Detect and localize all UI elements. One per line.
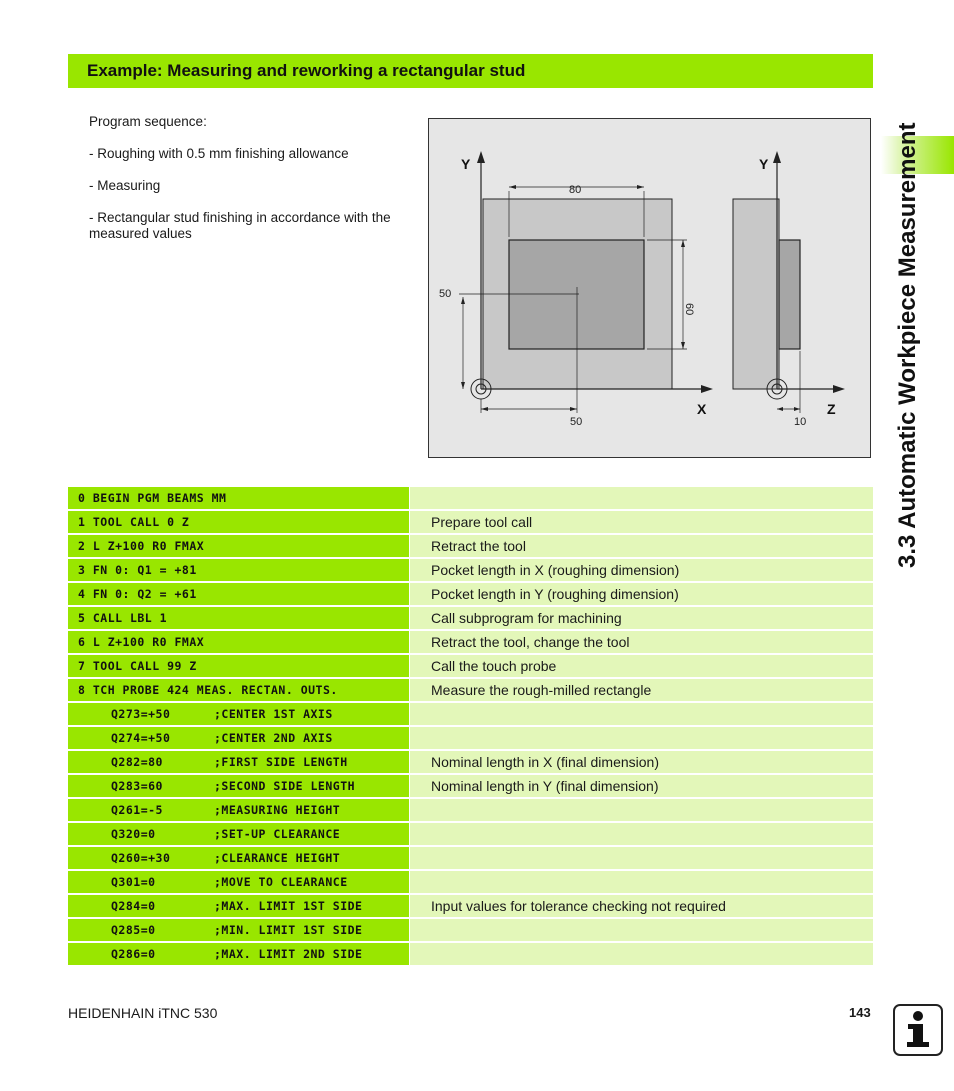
- nc-description-cell: [410, 943, 873, 965]
- nc-description: Pocket length in Y (roughing dimension): [431, 586, 679, 602]
- nc-code-cell: [68, 919, 409, 941]
- nc-program-table: [68, 487, 873, 967]
- nc-code-cell: [68, 823, 409, 845]
- nc-description-cell: [410, 775, 873, 797]
- footer-product: HEIDENHAIN iTNC 530: [68, 1005, 218, 1021]
- nc-code: Q274=+50: [111, 731, 171, 745]
- y-axis-label: Y: [461, 156, 471, 172]
- program-row: [68, 487, 873, 511]
- program-row: [68, 871, 873, 895]
- nc-code: 2 L Z+100 R0 FMAX: [78, 539, 205, 553]
- nc-comment: ;CLEARANCE HEIGHT: [214, 851, 341, 865]
- program-row: [68, 583, 873, 607]
- nc-code-cell: [68, 583, 409, 605]
- nc-code: Q320=0: [111, 827, 156, 841]
- nc-code: Q283=60: [111, 779, 163, 793]
- nc-code-cell: [68, 751, 409, 773]
- workpiece-drawing: [428, 118, 871, 458]
- nc-code: 5 CALL LBL 1: [78, 611, 168, 625]
- page-number: 143: [849, 1005, 871, 1020]
- nc-description-cell: [410, 511, 873, 533]
- dimension-label: 60: [683, 303, 695, 316]
- nc-code-cell: [68, 511, 409, 533]
- dimension-label: 80: [569, 184, 582, 196]
- program-row: [68, 895, 873, 919]
- program-row: [68, 607, 873, 631]
- x-axis-label: X: [697, 401, 707, 417]
- side-blank: [733, 199, 779, 389]
- nc-code: 4 FN 0: Q2 = +61: [78, 587, 197, 601]
- nc-description-cell: [410, 559, 873, 581]
- program-row: [68, 775, 873, 799]
- nc-code-cell: [68, 799, 409, 821]
- nc-code-cell: [68, 895, 409, 917]
- nc-description: Prepare tool call: [431, 514, 533, 530]
- nc-description-cell: [410, 679, 873, 701]
- section-header: [68, 54, 873, 88]
- program-row: [68, 655, 873, 679]
- program-row: [68, 559, 873, 583]
- nc-comment: ;SET-UP CLEARANCE: [214, 827, 341, 841]
- nc-comment: ;MEASURING HEIGHT: [214, 803, 341, 817]
- nc-description-cell: [410, 847, 873, 869]
- program-row: [68, 943, 873, 967]
- nc-code-cell: [68, 631, 409, 653]
- nc-code-cell: [68, 871, 409, 893]
- nc-code: 3 FN 0: Q1 = +81: [78, 563, 197, 577]
- nc-description: Nominal length in Y (final dimension): [431, 778, 659, 794]
- nc-code-cell: [68, 535, 409, 557]
- program-row: [68, 535, 873, 559]
- program-row: [68, 727, 873, 751]
- nc-code-cell: [68, 655, 409, 677]
- program-row: [68, 847, 873, 871]
- nc-code: 7 TOOL CALL 99 Z: [78, 659, 197, 673]
- nc-code: Q282=80: [111, 755, 163, 769]
- nc-description-cell: [410, 607, 873, 629]
- nc-description: Call the touch probe: [431, 658, 557, 674]
- nc-comment: ;FIRST SIDE LENGTH: [214, 755, 348, 769]
- program-row: [68, 823, 873, 847]
- intro-item: - Roughing with 0.5 mm finishing allowance: [89, 146, 349, 161]
- nc-description-cell: [410, 631, 873, 653]
- nc-description: Measure the rough-milled rectangle: [431, 682, 652, 698]
- nc-code-cell: [68, 703, 409, 725]
- y-axis-label: Y: [759, 156, 769, 172]
- nc-comment: ;MAX. LIMIT 1ST SIDE: [214, 899, 363, 913]
- dimension-label: 50: [570, 416, 583, 428]
- nc-description: Pocket length in X (roughing dimension): [431, 562, 680, 578]
- nc-description: Call subprogram for machining: [431, 610, 622, 626]
- dimension-label: 50: [439, 288, 452, 300]
- nc-code-cell: [68, 559, 409, 581]
- nc-description-cell: [410, 823, 873, 845]
- nc-comment: ;SECOND SIDE LENGTH: [214, 779, 356, 793]
- nc-description-cell: [410, 535, 873, 557]
- program-row: [68, 679, 873, 703]
- stud-outline: [509, 240, 644, 349]
- nc-code: Q285=0: [111, 923, 156, 937]
- intro-heading: Program sequence:: [89, 114, 207, 129]
- nc-description-cell: [410, 487, 873, 509]
- intro-item: - Rectangular stud finishing in accordance with the measured values: [89, 210, 391, 241]
- nc-code: Q286=0: [111, 947, 156, 961]
- nc-comment: ;MOVE TO CLEARANCE: [214, 875, 348, 889]
- nc-code-cell: [68, 607, 409, 629]
- info-icon: [893, 1004, 943, 1056]
- program-row: [68, 919, 873, 943]
- nc-description-cell: [410, 727, 873, 749]
- nc-comment: ;MAX. LIMIT 2ND SIDE: [214, 947, 363, 961]
- nc-code: 0 BEGIN PGM BEAMS MM: [78, 491, 227, 505]
- nc-description: Retract the tool, change the tool: [431, 634, 630, 650]
- program-row: [68, 631, 873, 655]
- nc-code-cell: [68, 679, 409, 701]
- nc-description-cell: [410, 799, 873, 821]
- side-stud: [779, 240, 800, 349]
- nc-code: Q284=0: [111, 899, 156, 913]
- nc-comment: ;CENTER 2ND AXIS: [214, 731, 333, 745]
- nc-description-cell: [410, 703, 873, 725]
- nc-code-cell: [68, 727, 409, 749]
- nc-description-cell: [410, 655, 873, 677]
- z-axis-label: Z: [827, 401, 836, 417]
- nc-description-cell: [410, 895, 873, 917]
- nc-code: Q301=0: [111, 875, 156, 889]
- dimension-label: 10: [794, 416, 807, 428]
- section-title: Example: Measuring and reworking a rectangular stud: [87, 61, 526, 80]
- nc-code: Q261=-5: [111, 803, 163, 817]
- nc-code-cell: [68, 847, 409, 869]
- nc-code: Q260=+30: [111, 851, 171, 865]
- nc-description-cell: [410, 919, 873, 941]
- intro-item: - Measuring: [89, 178, 161, 193]
- nc-description-cell: [410, 583, 873, 605]
- program-row: [68, 799, 873, 823]
- nc-comment: ;MIN. LIMIT 1ST SIDE: [214, 923, 363, 937]
- nc-description-cell: [410, 751, 873, 773]
- nc-code-cell: [68, 943, 409, 965]
- nc-comment: ;CENTER 1ST AXIS: [214, 707, 333, 721]
- nc-description: Nominal length in X (final dimension): [431, 754, 659, 770]
- nc-description-cell: [410, 871, 873, 893]
- nc-code: Q273=+50: [111, 707, 171, 721]
- chapter-title: 3.3 Automatic Workpiece Measurement: [894, 122, 921, 568]
- nc-code-cell: [68, 775, 409, 797]
- program-row: [68, 751, 873, 775]
- program-row: [68, 511, 873, 535]
- nc-code-cell: [68, 487, 409, 509]
- nc-description: Input values for tolerance checking not required: [431, 898, 726, 914]
- nc-code: 8 TCH PROBE 424 MEAS. RECTAN. OUTS.: [78, 683, 338, 697]
- nc-code: 1 TOOL CALL 0 Z: [78, 515, 190, 529]
- program-row: [68, 703, 873, 727]
- nc-code: 6 L Z+100 R0 FMAX: [78, 635, 205, 649]
- nc-description: Retract the tool: [431, 538, 526, 554]
- intro-text: [89, 114, 414, 258]
